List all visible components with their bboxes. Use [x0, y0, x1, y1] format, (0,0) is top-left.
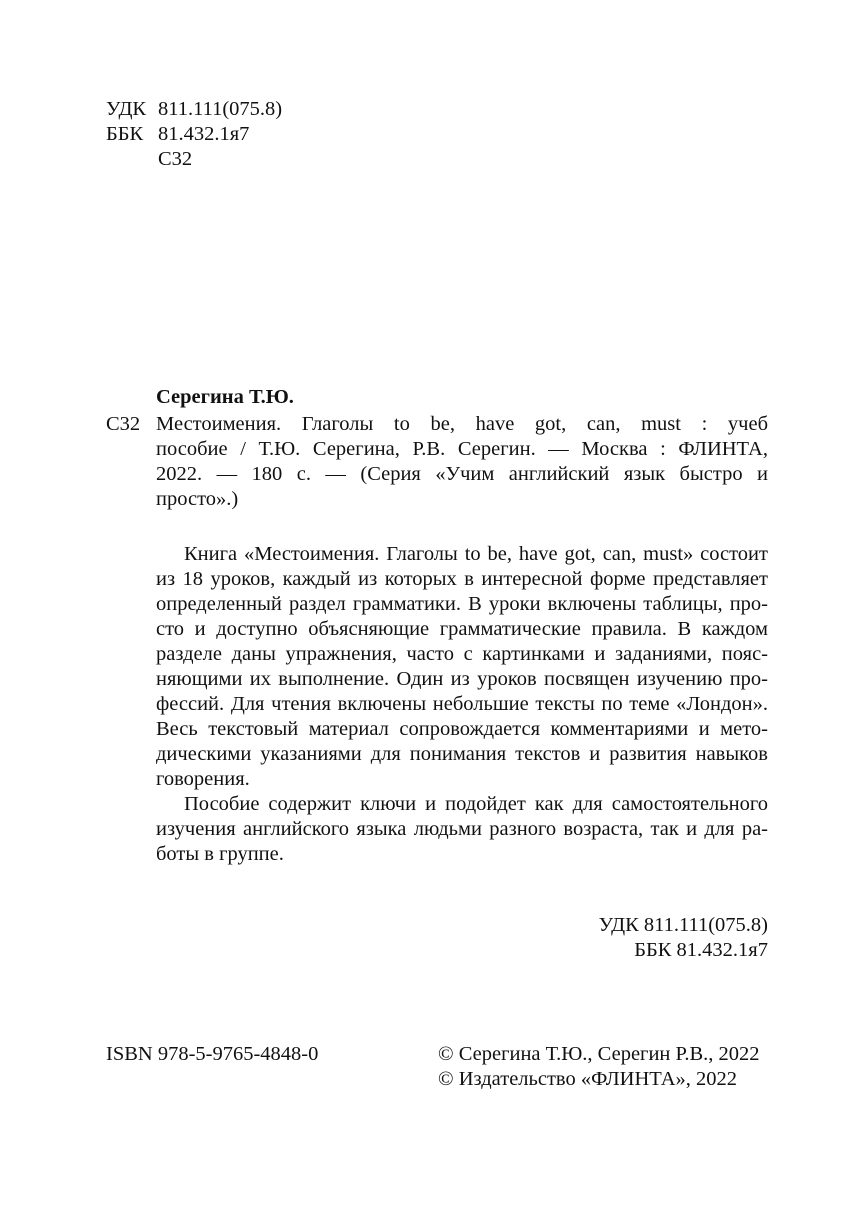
entry-cutter-code: С32 [106, 413, 141, 435]
biblio-line: пособие / Т.Ю. Серегина, Р.В. Серегин. — Москва : ФЛИНТА, [156, 438, 768, 460]
bbk-label: ББК [106, 123, 144, 145]
annotation-line: из 18 уроков, каждый из которых в интересной форме представляет [156, 568, 768, 590]
bbk-row [106, 122, 282, 147]
annotation-line: Книга «Местоимения. Глаголы to be, have got, can, must» состоит [184, 543, 768, 565]
bbk-value: 81.432.1я7 [158, 123, 250, 145]
bibliographic-description [156, 412, 768, 512]
annotation-line: няющими их выполнение. Один из уроков посвящен изучению про- [156, 668, 768, 690]
annotation-line: сто и доступно объясняющие грамматические правила. В каждом [156, 618, 768, 640]
copyright-authors: © Серегина Т.Ю., Серегин Р.В., 2022 [438, 1043, 760, 1065]
annotation-line: Пособие содержит ключи и подойдет как для самостоятельного [184, 793, 768, 815]
author-heading: Серегина Т.Ю. [156, 386, 294, 408]
bottom-classification-codes [599, 913, 768, 963]
copyright-block [438, 1042, 760, 1092]
annotation-line: боты в группе. [156, 843, 284, 865]
biblio-line: Местоимения. Глаголы to be, have got, can, must : учеб [156, 413, 768, 435]
annotation-line: изучения английского языка людьми разного возраста, так и для ра- [156, 818, 768, 840]
annotation [156, 542, 768, 867]
udk-value: 811.111(075.8) [158, 98, 283, 120]
isbn: ISBN 978-5-9765-4848-0 [106, 1043, 319, 1065]
annotation-line: дическими указаниями для понимания текстов и развития навыков [156, 743, 768, 765]
biblio-line: просто».) [156, 488, 239, 510]
annotation-line: Весь текстовый материал сопровождается комментариями и мето- [156, 718, 768, 740]
annotation-line: говорения. [156, 768, 250, 790]
udk-row [106, 97, 282, 122]
copyright-publisher: © Издательство «ФЛИНТА», 2022 [438, 1068, 738, 1090]
bottom-bbk: ББК 81.432.1я7 [634, 939, 768, 961]
bottom-udk: УДК 811.111(075.8) [598, 914, 768, 936]
annotation-line: фессий. Для чтения включены небольшие тексты по теме «Лондон». [156, 693, 768, 715]
cutter-code: С32 [158, 148, 193, 170]
biblio-line: 2022. — 180 с. — (Серия «Учим английский язык быстро и [156, 463, 768, 485]
annotation-line: разделе даны упражнения, часто с картинками и заданиями, пояс- [156, 643, 768, 665]
classification-codes [106, 97, 282, 172]
annotation-line: определенный раздел грамматики. В уроки включены таблицы, про- [156, 593, 768, 615]
udk-label: УДК [106, 98, 147, 120]
